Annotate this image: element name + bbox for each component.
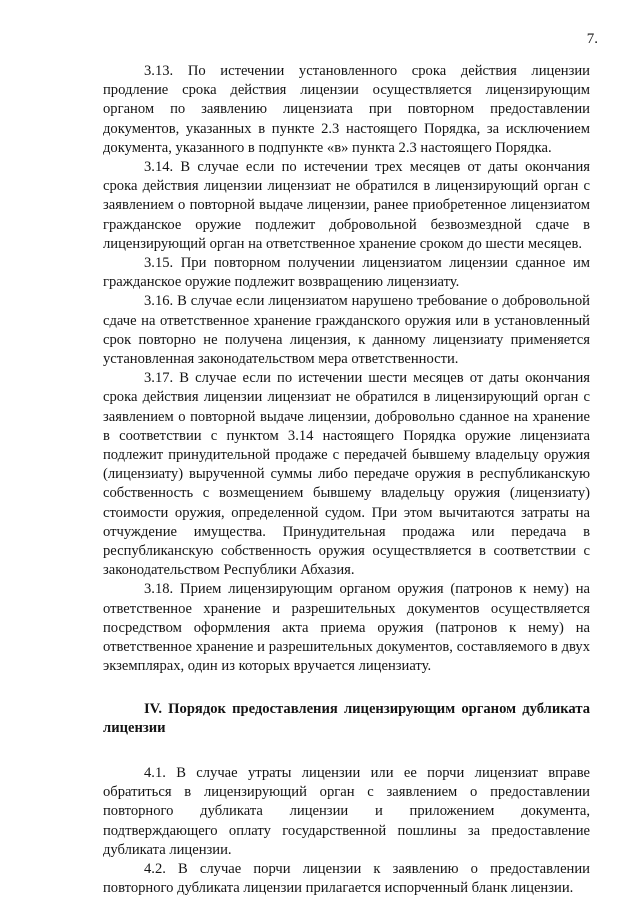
paragraph-4-2: 4.2. В случае порчи лицензии к заявлению о предоставлении повторного дубликата лицензии прилагается испорченный бланк лицензии. xyxy=(103,860,590,897)
paragraph-3-18: 3.18. Прием лицензирующим органом оружия (патронов к нему) на ответственное хранение и разрешительных документов осуществляется посредством оформления акта приема оружия (патронов к нему) на ответственное хранение и разрешительных документов, составляемого в двух экземплярах, один из которых вручается лицензиату. xyxy=(103,581,590,675)
paragraph-3-13: 3.13. По истечении установленного срока действия лицензии продление срока действия лицензии осуществляется лицензирующим органом по заявлению лицензиата при повторном предоставлении документов, указанных в пункте 2.3 настоящего Порядка, за исключением документа, указанного в подпункте «в» пункта 2.3 настоящего Порядка. xyxy=(103,63,590,156)
section-heading-iv: IV. Порядок предоставления лицензирующим органом дубликата лицензии xyxy=(103,700,590,736)
document-body xyxy=(103,62,590,898)
paragraph-4-1: 4.1. В случае утраты лицензии или ее порчи лицензиат вправе обратиться в лицензирующий орган с заявлением о предоставлении повторного дубликата лицензии и приложением документа, подтверждающего оплату государственной пошлины за предоставление дубликата лицензии. xyxy=(103,764,590,858)
paragraph-3-17: 3.17. В случае если по истечении шести месяцев от даты окончания срока действия лицензии лицензиат не обратился в лицензирующий орган с заявлением о повторной выдаче лицензии, добровольно сданное на хранение в соответствии с пунктом 3.14 настоящего Порядка оружие лицензиата подлежит принудительной продаже с передачей бывшему владельцу оружия (лицензиату) вырученной суммы либо передаче оружия в республиканскую собственность с возмещением бывшему владельцу оружия (лицензиату) стоимости оружия, определенной судом. При этом вычитаются затраты на отчуждение имущества. Принудительная продажа или передача в республиканскую собственность оружия осуществляется в соответствии с законодательством Республики Абхазия. xyxy=(103,370,590,579)
paragraph-3-16: 3.16. В случае если лицензиатом нарушено требование о добровольной сдаче на ответственное хранение гражданского оружия или в установленный срок повторно не получена лицензия, к данному лицензиату применяется установленная законодательством мера ответственности. xyxy=(103,293,590,368)
paragraph-3-14: 3.14. В случае если по истечении трех месяцев от даты окончания срока действия лицензии лицензиат не обратился в лицензирующий орган с заявлением о повторной выдаче лицензии, ранее приобретенное лицензиатом гражданское оружие подлежит добровольной безвозмездной сдаче в лицензирующий орган на ответственное хранение сроком до шести месяцев. xyxy=(103,159,590,252)
page-number: 7. xyxy=(586,31,598,47)
paragraph-3-15: 3.15. При повторном получении лицензиатом лицензии сданное им гражданское оружие подлежит возвращению лицензиату. xyxy=(103,255,590,291)
